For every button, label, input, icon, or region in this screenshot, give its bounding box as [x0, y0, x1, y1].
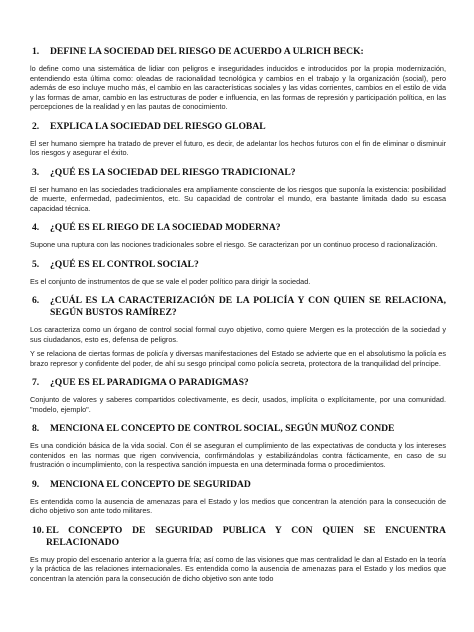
- answer-paragraph: lo define como una sistemática de lidiar con peligros e inseguridades inducidos e introducidos por la propia modernización, entendiendo esta última como: oleadas de racionalidad tecnológica y cambios en el trabajo y la organización (social), pero además de eso incluye mucho más, el cambio en las características sociales y las vidas corrientes, cambios en el estilo de vida y las formas de amar, cambio en las estructuras de poder e influencia, en las formas de represión y participación política, en las percepciones de la realidad y en las pautas de conocimiento.: [30, 64, 446, 111]
- answer-paragraph: Los caracteriza como un órgano de control social formal cuyo objetivo, como quiere Mergen es la protección de la sociedad y sus ciudadanos, esto es, defensa de peligros.: [30, 325, 446, 344]
- answer-paragraph: Conjunto de valores y saberes compartidos colectivamente, es decir, usados, implícita o explícitamente, por una comunidad. "modelo, ejemplo".: [30, 395, 446, 414]
- question-title: EXPLICA LA SOCIEDAD DEL RIESGO GLOBAL: [50, 120, 266, 132]
- section-10: [30, 525, 446, 584]
- question-heading: [30, 167, 446, 179]
- question-heading: [30, 295, 446, 319]
- question-heading: [30, 377, 446, 389]
- question-number: 5.: [32, 258, 40, 270]
- question-number: 8.: [32, 423, 40, 434]
- question-heading: [30, 479, 446, 491]
- answer-paragraph: Y se relaciona de ciertas formas de policía y diversas manifestaciones del Estado se advierte que en el absolutismo la policía es brazo represor y confidente del poder, de ahí su sesgo principal como policía secreta, protectora de la tranquilidad del príncipe.: [30, 349, 446, 368]
- section-3: [30, 167, 446, 214]
- section-7: [30, 377, 446, 414]
- question-heading: [30, 525, 446, 549]
- section-4: [30, 222, 446, 250]
- section-1: [30, 46, 446, 112]
- question-number: 6.: [32, 295, 40, 306]
- answer-paragraph: El ser humano siempre ha tratado de prever el futuro, es decir, de adelantar los hechos futuros con el fin de eliminar o disminuir los riesgos y asegurar el éxito.: [30, 138, 446, 157]
- section-5: [30, 259, 446, 287]
- question-number: 2.: [32, 120, 40, 132]
- question-heading: [30, 423, 446, 435]
- question-title: MENCIONA EL CONCEPTO DE CONTROL SOCIAL, SEGÚN MUÑOZ CONDE: [50, 423, 395, 434]
- question-number: 3.: [32, 166, 40, 178]
- question-number: 1.: [32, 46, 40, 57]
- answer-paragraph: Es una condición básica de la vida social. Con él se aseguran el cumplimiento de las expectativas de conducta y los intereses contenidos en las normas que rigen convivencia, confirmándolas y estabilizándolas contra fácticamente, en caso de su frustración o incumplimiento, con la respectiva sanción impuesta en una determinada forma o procedimientos.: [30, 441, 446, 469]
- question-title: ¿QUÉ ES EL RIEGO DE LA SOCIEDAD MODERNA?: [50, 222, 281, 233]
- question-number: 9.: [32, 478, 40, 490]
- question-title: ¿QUÉ ES EL CONTROL SOCIAL?: [50, 258, 199, 270]
- question-heading: [30, 46, 446, 58]
- question-title: MENCIONA EL CONCEPTO DE SEGURIDAD: [50, 478, 251, 490]
- question-title: ¿CUÁL ES LA CARACTERIZACIÓN DE LA POLICÍA Y CON QUIEN SE RELACIONA, SEGÚN BUSTOS RAMÍREZ?: [50, 295, 446, 318]
- section-8: [30, 423, 446, 470]
- question-title: ¿QUE ES EL PARADIGMA O PARADIGMAS?: [50, 377, 249, 388]
- question-title: EL CONCEPTO DE SEGURIDAD PUBLICA Y CON QUIEN SE ENCUENTRA RELACIONADO: [46, 524, 446, 548]
- question-heading: [30, 259, 446, 271]
- question-number: 7.: [32, 377, 40, 388]
- question-number: 4.: [32, 222, 40, 233]
- answer-paragraph: El ser humano en las sociedades tradicionales era ampliamente consciente de los riesgos que suponía la existencia: posibilidad de muerte, enfermedad, padecimientos, etc. Su capacidad de controlar el mundo, era bastante limitada dado su escasa capacidad técnica.: [30, 184, 446, 213]
- answer-paragraph: Es entendida como la ausencia de amenazas para el Estado y los medios que concentran la atención para la consecución de dicho objetivo son ante todo militares.: [30, 496, 446, 515]
- answer-paragraph: Es el conjunto de instrumentos de que se vale el poder político para dirigir la sociedad.: [30, 276, 311, 286]
- section-2: [30, 121, 446, 158]
- section-9: [30, 479, 446, 516]
- question-number: 10.: [32, 524, 44, 536]
- question-title: DEFINE LA SOCIEDAD DEL RIESGO DE ACUERDO A ULRICH BECK:: [50, 46, 364, 57]
- answer-paragraph: Es muy propio del escenario anterior a la guerra fría; así como de las visiones que mas centralidad le dan al Estado en la teoría y la práctica de las relaciones internacionales. Es entendida como la ausencia de amenazas para el Estado y los medios que concentran la atención para la consecución de dicho objetivo son ante todo: [30, 554, 446, 583]
- question-heading: [30, 121, 446, 133]
- question-heading: [30, 222, 446, 234]
- answer-paragraph: Supone una ruptura con las nociones tradicionales sobre el riesgo. Se caracterizan por un continuo proceso d racionalización.: [30, 240, 438, 249]
- question-title: ¿QUÉ ES LA SOCIEDAD DEL RIESGO TRADICIONAL?: [50, 166, 296, 178]
- section-6: [30, 295, 446, 368]
